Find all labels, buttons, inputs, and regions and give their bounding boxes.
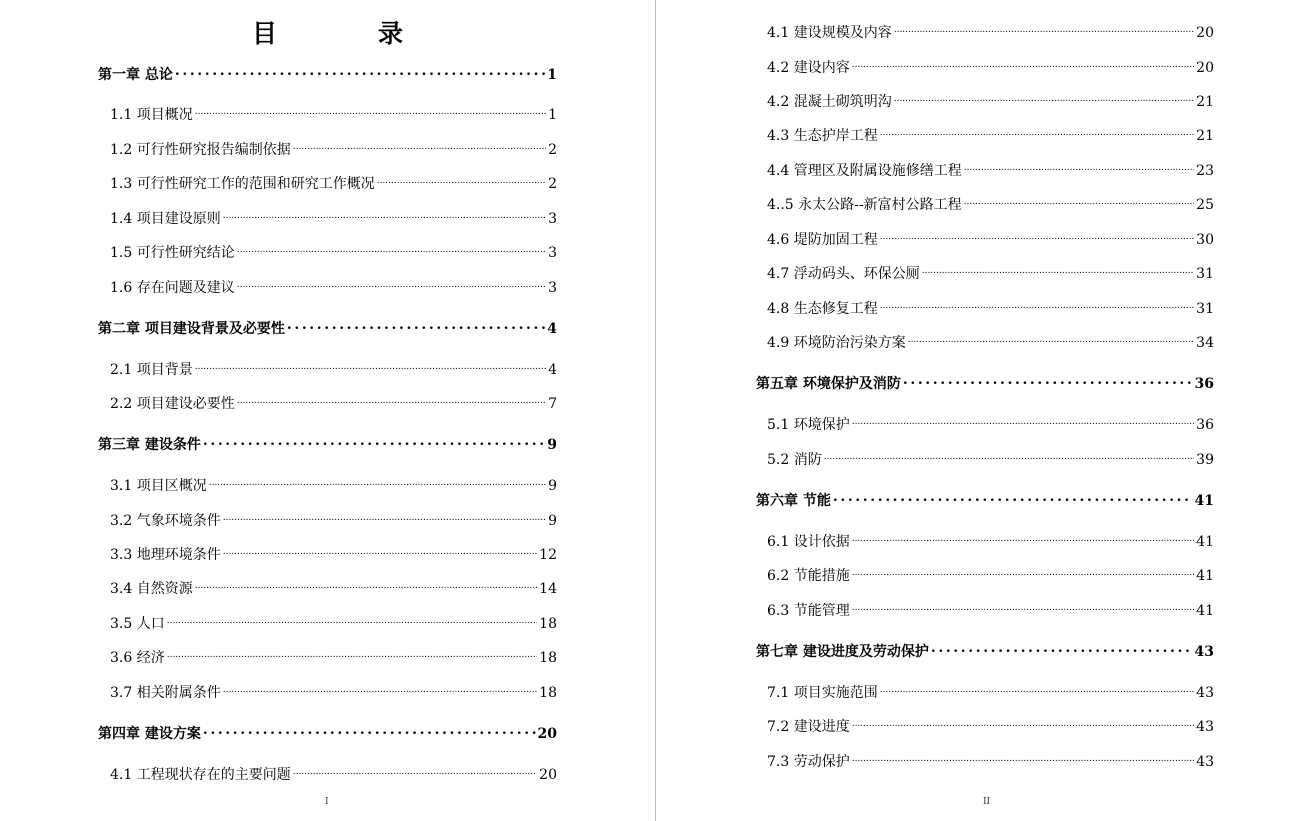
toc-dot-leader bbox=[880, 235, 1194, 244]
toc-section-entry[interactable] bbox=[767, 22, 1214, 42]
toc-section-entry[interactable] bbox=[110, 104, 557, 124]
toc-page-number: 43 bbox=[1194, 644, 1214, 660]
toc-page-number: 1 bbox=[547, 67, 557, 83]
toc-entry-label: 4.6 堤防加固工程 bbox=[767, 232, 878, 248]
toc-dot-leader bbox=[377, 179, 546, 188]
toc-dot-leader bbox=[293, 145, 546, 154]
toc-dot-leader bbox=[894, 28, 1194, 37]
toc-entry-label: 4.2 混凝土砌筑明沟 bbox=[767, 94, 892, 110]
toc-section-entry[interactable] bbox=[110, 139, 557, 159]
toc-page-number: 31 bbox=[1196, 301, 1214, 317]
toc-section-entry[interactable] bbox=[767, 57, 1214, 77]
toc-page-number: 39 bbox=[1196, 452, 1214, 468]
toc-dot-leader bbox=[880, 688, 1194, 697]
toc-entry-label: 1.2 可行性研究报告编制依据 bbox=[110, 142, 291, 158]
toc-entry-label: 第二章 项目建设背景及必要性 bbox=[98, 321, 285, 337]
toc-chapter-entry[interactable] bbox=[98, 723, 557, 743]
toc-chapter-entry[interactable] bbox=[756, 641, 1214, 661]
toc-page-left bbox=[0, 0, 655, 821]
toc-entry-label: 4.2 建设内容 bbox=[767, 60, 850, 76]
toc-section-entry[interactable] bbox=[110, 359, 557, 379]
toc-entry-label: 第七章 建设进度及劳动保护 bbox=[756, 644, 929, 660]
toc-chapter-entry[interactable] bbox=[756, 373, 1214, 393]
toc-entry-label: 3.1 项目区概况 bbox=[110, 478, 207, 494]
toc-page-number: 30 bbox=[1196, 232, 1214, 248]
toc-dot-leader bbox=[203, 435, 545, 449]
toc-entry-label: 3.2 气象环境条件 bbox=[110, 513, 221, 529]
toc-entry-label: 4.1 建设规模及内容 bbox=[767, 25, 892, 41]
toc-chapter-entry[interactable] bbox=[98, 434, 557, 454]
page-number: I bbox=[325, 797, 329, 807]
toc-entry-label: 1.4 项目建设原则 bbox=[110, 211, 221, 227]
toc-dot-leader bbox=[908, 338, 1194, 347]
toc-page-number: 9 bbox=[548, 513, 557, 529]
toc-dot-leader bbox=[195, 110, 546, 119]
toc-page-number: 20 bbox=[1196, 25, 1214, 41]
toc-dot-leader bbox=[223, 516, 546, 525]
toc-entry-label: 4.7 浮动码头、环保公厕 bbox=[767, 266, 920, 282]
toc-chapter-entry[interactable] bbox=[756, 490, 1214, 510]
toc-entry-label: 1.3 可行性研究工作的范围和研究工作概况 bbox=[110, 176, 375, 192]
toc-section-entry[interactable] bbox=[767, 263, 1214, 283]
toc-section-entry[interactable] bbox=[110, 544, 557, 564]
toc-page-number: 31 bbox=[1196, 266, 1214, 282]
toc-page-number: 18 bbox=[539, 650, 557, 666]
page-divider bbox=[655, 0, 656, 821]
toc-entry-label: 4.1 工程现状存在的主要问题 bbox=[110, 767, 291, 783]
toc-entry-label: 6.2 节能措施 bbox=[767, 568, 850, 584]
toc-dot-leader bbox=[195, 365, 546, 374]
toc-page-number: 18 bbox=[539, 616, 557, 632]
toc-page-number: 23 bbox=[1196, 163, 1214, 179]
toc-dot-leader bbox=[922, 269, 1194, 278]
toc-section-entry[interactable] bbox=[767, 332, 1214, 352]
toc-section-entry[interactable] bbox=[110, 242, 557, 262]
toc-section-entry[interactable] bbox=[767, 716, 1214, 736]
toc-dot-leader bbox=[203, 724, 536, 738]
toc-page-number: 14 bbox=[539, 581, 557, 597]
toc-entry-label: 7.1 项目实施范围 bbox=[767, 685, 878, 701]
toc-entry-label: 1.5 可行性研究结论 bbox=[110, 245, 235, 261]
toc-dot-leader bbox=[852, 537, 1194, 546]
toc-entry-label: 第四章 建设方案 bbox=[98, 726, 201, 742]
toc-page-number: 3 bbox=[548, 245, 557, 261]
toc-page-number: 20 bbox=[537, 726, 557, 742]
toc-page-number: 41 bbox=[1196, 534, 1214, 550]
toc-dot-leader bbox=[223, 688, 537, 697]
toc-section-entry[interactable] bbox=[110, 173, 557, 193]
toc-dot-leader bbox=[175, 65, 545, 79]
toc-entry-label: 3.4 自然资源 bbox=[110, 581, 193, 597]
toc-entry-label: 3.7 相关附属条件 bbox=[110, 685, 221, 701]
toc-dot-leader bbox=[852, 722, 1194, 731]
toc-page-number: 43 bbox=[1196, 685, 1214, 701]
toc-entry-label: 第五章 环境保护及消防 bbox=[756, 376, 901, 392]
toc-dot-leader bbox=[195, 584, 537, 593]
toc-page-number: 36 bbox=[1194, 376, 1214, 392]
toc-page-number: 34 bbox=[1196, 335, 1214, 351]
toc-entry-label: 6.1 设计依据 bbox=[767, 534, 850, 550]
toc-dot-leader bbox=[852, 63, 1194, 72]
toc-page-number: 2 bbox=[548, 142, 557, 158]
toc-entry-label: 3.5 人口 bbox=[110, 616, 165, 632]
toc-section-entry[interactable] bbox=[110, 208, 557, 228]
toc-section-entry[interactable] bbox=[767, 298, 1214, 318]
toc-page-number: 25 bbox=[1196, 197, 1214, 213]
toc-dot-leader bbox=[880, 304, 1194, 313]
toc-section-entry[interactable] bbox=[110, 277, 557, 297]
toc-section-entry[interactable] bbox=[110, 510, 557, 530]
toc-entry-label: 4.3 生态护岸工程 bbox=[767, 128, 878, 144]
toc-page-number: 41 bbox=[1194, 493, 1214, 509]
toc-section-entry[interactable] bbox=[110, 764, 557, 784]
toc-dot-leader bbox=[903, 374, 1193, 388]
toc-dot-leader bbox=[964, 200, 1195, 209]
toc-page-number: 41 bbox=[1196, 568, 1214, 584]
toc-section-entry[interactable] bbox=[110, 613, 557, 633]
toc-entry-label: 4.4 管理区及附属设施修缮工程 bbox=[767, 163, 962, 179]
toc-section-entry[interactable] bbox=[767, 229, 1214, 249]
toc-section-entry[interactable] bbox=[110, 475, 557, 495]
page-number: II bbox=[983, 797, 991, 807]
toc-page-number: 3 bbox=[548, 280, 557, 296]
toc-entry-label: 2.1 项目背景 bbox=[110, 362, 193, 378]
toc-page-number: 7 bbox=[548, 396, 557, 412]
toc-title: 目 录 bbox=[251, 19, 441, 48]
toc-section-entry[interactable] bbox=[110, 578, 557, 598]
toc-page-number: 12 bbox=[539, 547, 557, 563]
toc-entry-label: 4..5 永太公路--新富村公路工程 bbox=[767, 197, 962, 213]
toc-dot-leader bbox=[223, 214, 546, 223]
toc-page-number: 2 bbox=[548, 176, 557, 192]
toc-dot-leader bbox=[237, 248, 546, 257]
toc-section-entry[interactable] bbox=[110, 647, 557, 667]
toc-dot-leader bbox=[167, 619, 537, 628]
toc-section-entry[interactable] bbox=[767, 682, 1214, 702]
toc-section-entry[interactable] bbox=[767, 449, 1214, 469]
toc-page-number: 36 bbox=[1196, 417, 1214, 433]
toc-dot-leader bbox=[852, 606, 1194, 615]
toc-dot-leader bbox=[852, 420, 1194, 429]
toc-dot-leader bbox=[852, 757, 1194, 766]
toc-page-number: 20 bbox=[539, 767, 557, 783]
toc-page-number: 9 bbox=[547, 437, 557, 453]
toc-entry-label: 第六章 节能 bbox=[756, 493, 831, 509]
toc-section-entry[interactable] bbox=[767, 565, 1214, 585]
toc-dot-leader bbox=[223, 550, 537, 559]
toc-entry-label: 1.1 项目概况 bbox=[110, 107, 193, 123]
toc-dot-leader bbox=[894, 97, 1194, 106]
toc-dot-leader bbox=[964, 166, 1194, 175]
toc-dot-leader bbox=[237, 399, 546, 408]
toc-dot-leader bbox=[931, 642, 1193, 656]
toc-entry-label: 7.2 建设进度 bbox=[767, 719, 850, 735]
toc-section-entry[interactable] bbox=[767, 125, 1214, 145]
toc-dot-leader bbox=[880, 131, 1194, 140]
toc-page-number: 3 bbox=[548, 211, 557, 227]
toc-page-number: 9 bbox=[548, 478, 557, 494]
toc-entry-label: 1.6 存在问题及建议 bbox=[110, 280, 235, 296]
toc-entry-label: 4.9 环境防治污染方案 bbox=[767, 335, 906, 351]
toc-chapter-entry[interactable] bbox=[98, 318, 557, 338]
toc-page-number: 41 bbox=[1196, 603, 1214, 619]
toc-page-number: 18 bbox=[539, 685, 557, 701]
toc-dot-leader bbox=[287, 319, 545, 333]
toc-dot-leader bbox=[167, 653, 537, 662]
toc-dot-leader bbox=[852, 571, 1194, 580]
toc-entry-label: 3.6 经济 bbox=[110, 650, 165, 666]
toc-entry-label: 5.2 消防 bbox=[767, 452, 822, 468]
toc-dot-leader bbox=[237, 283, 546, 292]
toc-dot-leader bbox=[209, 481, 546, 490]
toc-page-number: 43 bbox=[1196, 719, 1214, 735]
toc-entry-label: 3.3 地理环境条件 bbox=[110, 547, 221, 563]
toc-dot-leader bbox=[833, 491, 1193, 505]
toc-entry-label: 2.2 项目建设必要性 bbox=[110, 396, 235, 412]
toc-entry-label: 5.1 环境保护 bbox=[767, 417, 850, 433]
toc-entry-label: 第一章 总论 bbox=[98, 67, 173, 83]
toc-entry-label: 7.3 劳动保护 bbox=[767, 754, 850, 770]
toc-section-entry[interactable] bbox=[110, 682, 557, 702]
toc-entry-label: 6.3 节能管理 bbox=[767, 603, 850, 619]
toc-page-number: 21 bbox=[1196, 128, 1214, 144]
toc-page-right bbox=[657, 0, 1313, 821]
toc-section-entry[interactable] bbox=[767, 414, 1214, 434]
toc-page-number: 4 bbox=[547, 321, 557, 337]
toc-page-number: 20 bbox=[1196, 60, 1214, 76]
toc-page-number: 21 bbox=[1196, 94, 1214, 110]
toc-page-number: 43 bbox=[1196, 754, 1214, 770]
toc-section-entry[interactable] bbox=[767, 531, 1214, 551]
toc-entry-label: 第三章 建设条件 bbox=[98, 437, 201, 453]
toc-page-number: 1 bbox=[548, 107, 557, 123]
toc-dot-leader bbox=[293, 770, 537, 779]
toc-section-entry[interactable] bbox=[767, 91, 1214, 111]
toc-section-entry[interactable] bbox=[767, 751, 1214, 771]
toc-section-entry[interactable] bbox=[767, 600, 1214, 620]
toc-entry-label: 4.8 生态修复工程 bbox=[767, 301, 878, 317]
toc-dot-leader bbox=[824, 455, 1194, 464]
toc-section-entry[interactable] bbox=[767, 160, 1214, 180]
toc-section-entry[interactable] bbox=[110, 393, 557, 413]
toc-section-entry[interactable] bbox=[767, 194, 1214, 214]
toc-page-number: 4 bbox=[548, 362, 557, 378]
toc-chapter-entry[interactable] bbox=[98, 64, 557, 84]
